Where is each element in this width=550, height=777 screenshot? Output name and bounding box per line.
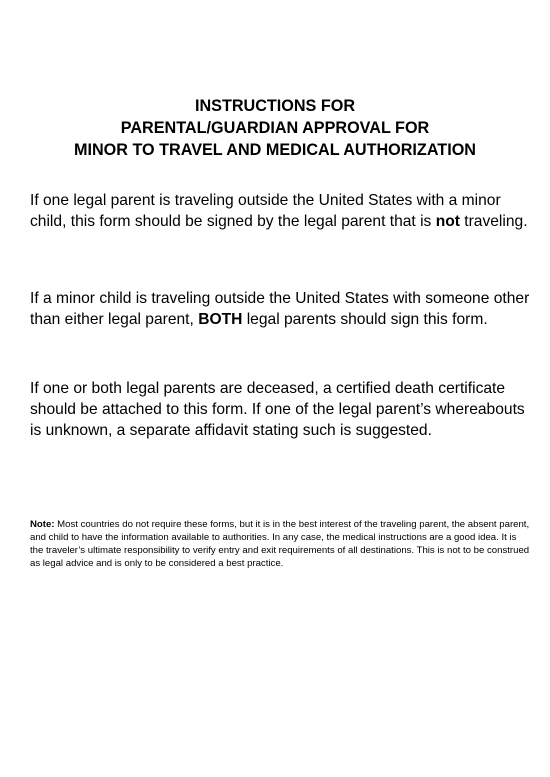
paragraph-text: If a minor child is traveling outside the United States with someone other than either legal parent,	[30, 290, 530, 328]
title-line-1: INSTRUCTIONS FOR	[194, 97, 356, 115]
note-text: Most countries do not require these forms, but it is in the best interest of the traveling parent, the absent parent, and child to have the information available to authorities. In any case, the medical instructions are a good idea. It is the traveler’s ultimate responsibility to verify entry and exit requirements of all destinations. This is not to be construed as legal advice and is only to be considered a best practice.	[30, 519, 530, 569]
instruction-paragraph-other-adult	[30, 288, 530, 330]
paragraph-text: traveling.	[459, 213, 528, 230]
paragraph-emphasis: BOTH	[198, 311, 243, 328]
disclaimer-note	[30, 518, 530, 570]
instruction-paragraph-deceased-parent	[30, 378, 530, 441]
paragraph-text: If one or both legal parents are deceased, a certified death certificate should be attached to this form. If one of the legal parent’s whereabouts is unknown, a separate affidavit stating such is suggested.	[30, 380, 525, 439]
paragraph-text: legal parents should sign this form.	[242, 311, 488, 328]
note-label: Note:	[30, 519, 55, 530]
paragraph-emphasis: not	[435, 213, 460, 230]
paragraph-text: If one legal parent is traveling outside the United States with a minor child, this form should be signed by the legal parent that is	[30, 192, 501, 230]
instruction-paragraph-one-parent	[30, 190, 530, 232]
title-line-2: PARENTAL/GUARDIAN APPROVAL FOR	[120, 119, 430, 137]
title-line-3: MINOR TO TRAVEL AND MEDICAL AUTHORIZATION	[74, 141, 476, 159]
document-title	[0, 95, 550, 161]
